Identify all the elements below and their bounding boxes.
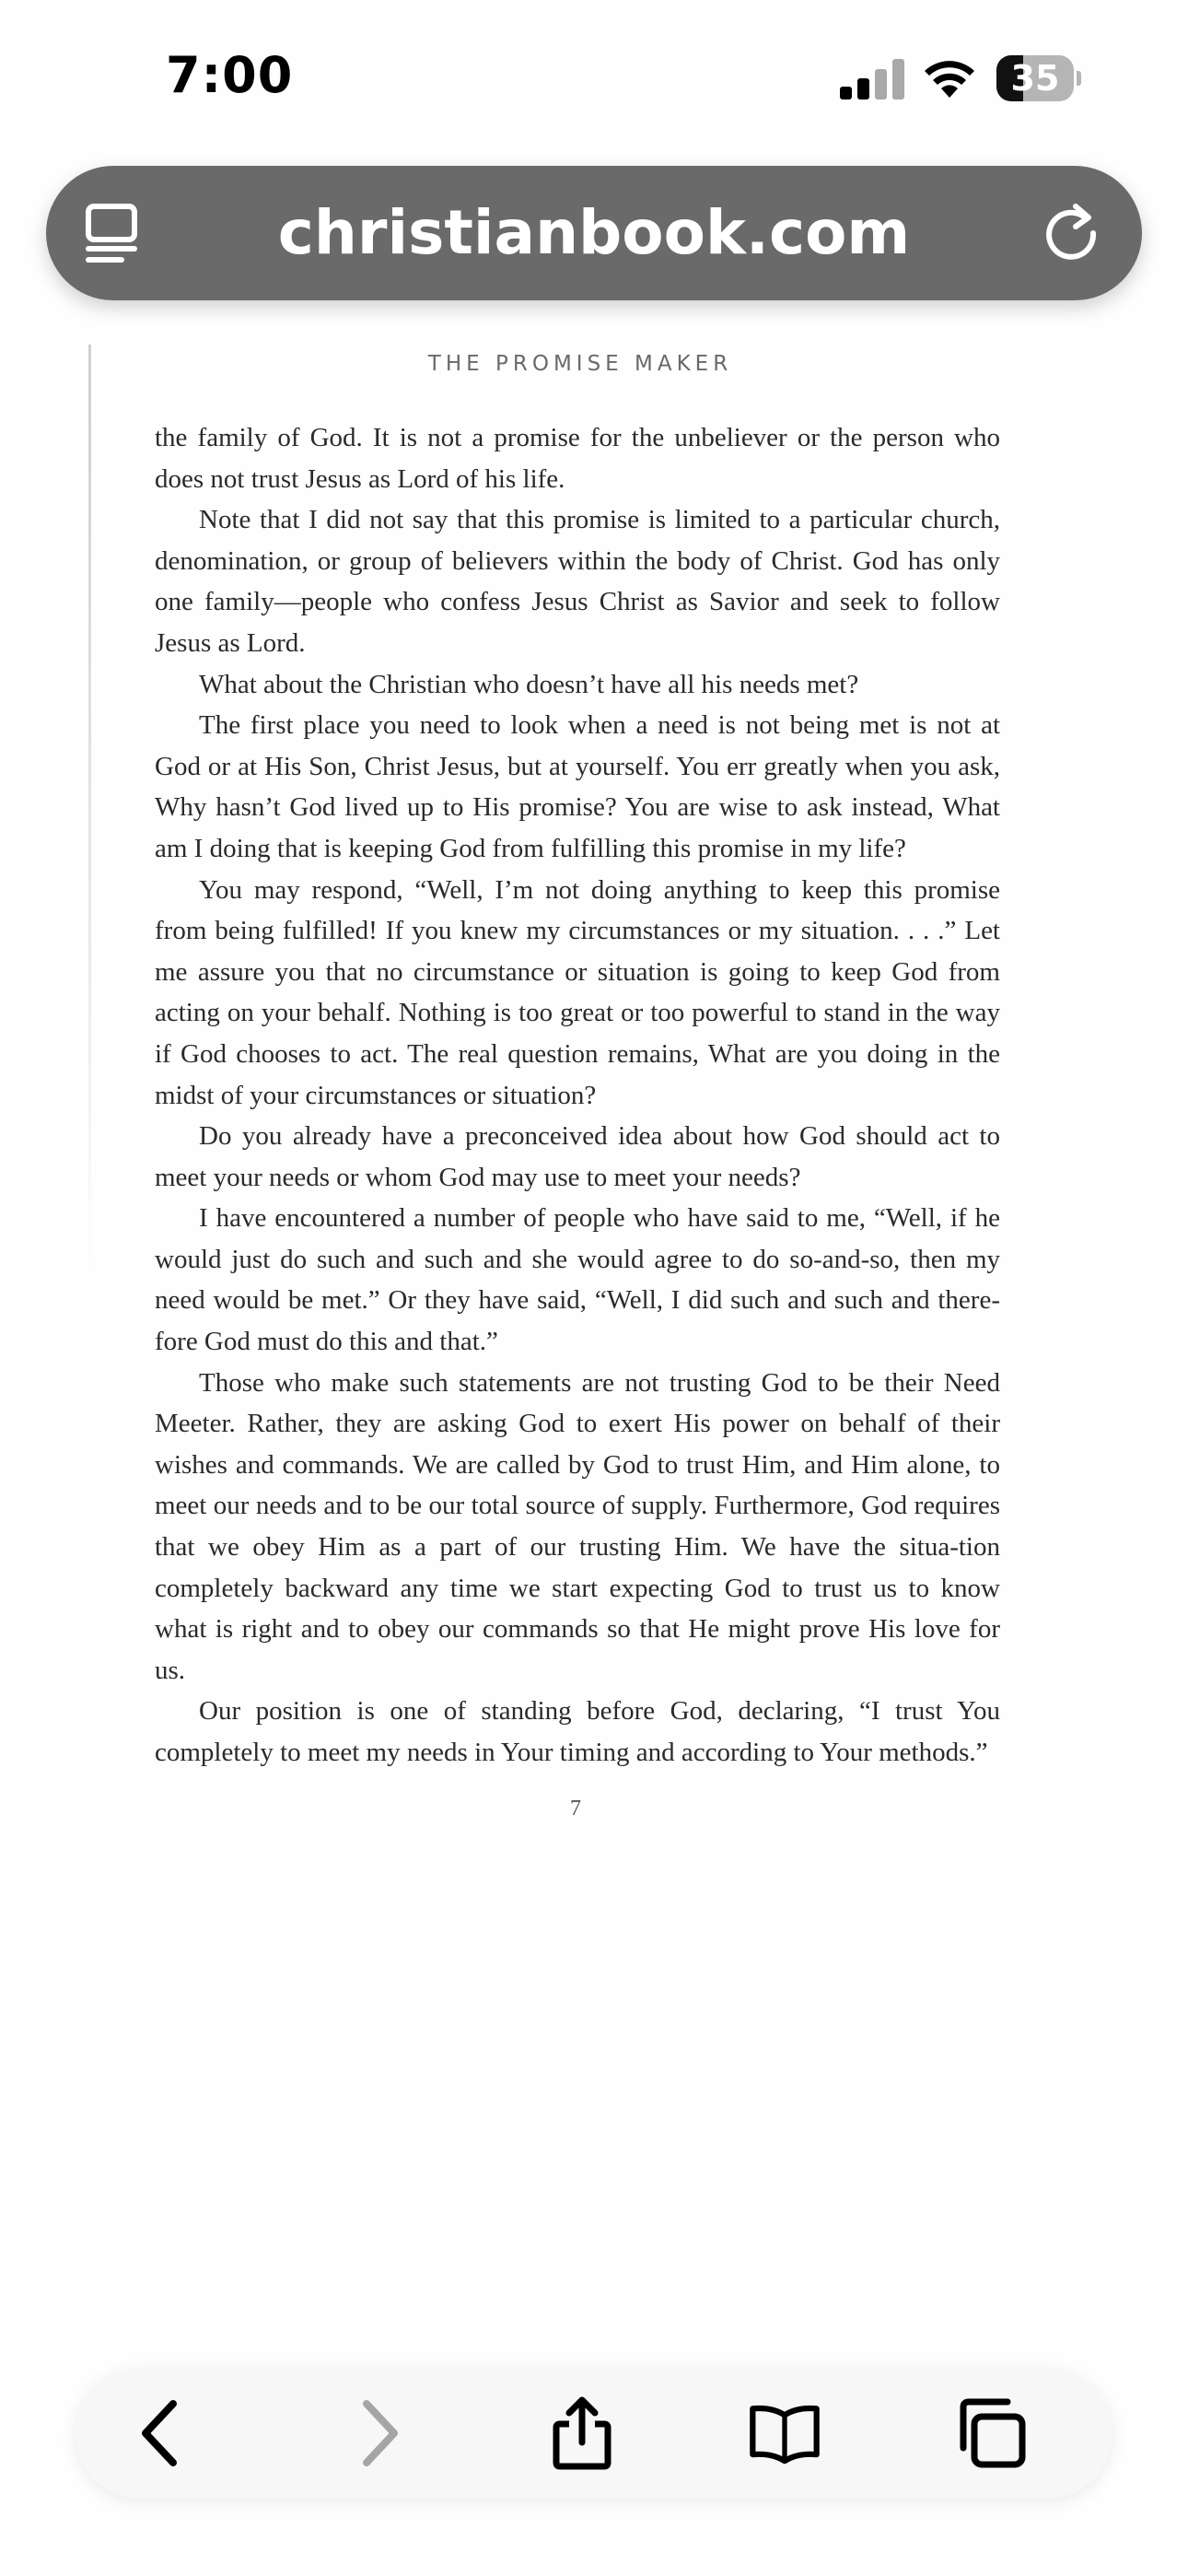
paragraph: You may respond, “Well, I’m not doing anything to keep this promise from being fulfilled! If you knew my circumstances or my situation. . . .” Let me assure you that no circumstance or situation is going to keep God from acting on your behalf. Nothing is too great or too powerful to stand in the way if God chooses to act. The real question remains, What are you doing in the midst of your circumstances or situation? (155, 874, 1000, 1110)
status-bar (0, 0, 1188, 157)
paragraph: The first place you need to look when a need is not being met is not at God or at His Son, Christ Jesus, but at yourself. You err greatly when you ask, Why hasn’t God lived up to His promise? You are wise to ask instead, What am I doing that is keeping God from fulfilling this promise in my life? (155, 710, 1000, 863)
page-body (155, 417, 1000, 1774)
tabs-icon[interactable] (954, 2396, 1028, 2470)
paragraph: Do you already have a preconceived idea about how God should act to meet your needs or whom God may use to meet your needs? (155, 1121, 1000, 1192)
paragraph: Those who make such statements are not trusting God to be their Need Meeter. Rather, they are asking God to exert His power on behalf of their wishes and commands. We are called by God to trust Him, and Him alone, to meet our needs and to be our total source of supply. Furthermore, God requires that we obey Him as a part of our trusting Him. We have the situa-tion completely backward any time we start expecting God to trust us to know what is right and to obey our commands so that He might prove His love for us. (155, 1367, 1000, 1685)
reload-icon[interactable] (1041, 203, 1101, 263)
share-icon[interactable] (545, 2396, 619, 2470)
paragraph: I have encountered a number of people who have said to me, “Well, if he would just do such and such and she would agree to do so-and-so, then my need would be met.” Or they have said, “Well, I did such and such and there-fore God must do this and that.” (155, 1203, 1000, 1357)
open-book-icon[interactable] (748, 2396, 821, 2470)
address-url[interactable]: christianbook.com (277, 197, 911, 268)
book-page (0, 332, 1188, 1861)
forward-chevron-icon[interactable] (341, 2396, 414, 2470)
paragraph: the family of God. It is not a promise for the unbeliever or the person who does not trust Jesus as Lord of his life. (155, 423, 1000, 494)
page-number: 7 (570, 1797, 581, 1821)
page-edge (88, 345, 91, 1275)
running-head: THE PROMISE MAKER (427, 352, 733, 376)
paragraph: Our position is one of standing before God, declaring, “I trust You completely to meet my needs in Your timing and according to Your methods.” (155, 1696, 1000, 1767)
reader-tabs-icon[interactable] (85, 203, 146, 263)
battery-icon (996, 55, 1081, 101)
battery-level: 35 (1010, 58, 1060, 99)
paragraph: What about the Christian who doesn’t have all his needs met? (199, 669, 859, 699)
cellular-signal-icon (840, 59, 904, 100)
paragraph: Note that I did not say that this promise is limited to a particular church, denomination, or group of believers within the body of Christ. God has only one family—people who confess Jesus Christ as Savior and seek to follow Jesus as Lord. (155, 505, 1000, 658)
status-time: 7:00 (166, 46, 294, 104)
browser-toolbar (76, 2368, 1112, 2499)
address-bar[interactable] (46, 166, 1142, 300)
wifi-icon (923, 57, 976, 100)
back-chevron-icon[interactable] (125, 2396, 199, 2470)
